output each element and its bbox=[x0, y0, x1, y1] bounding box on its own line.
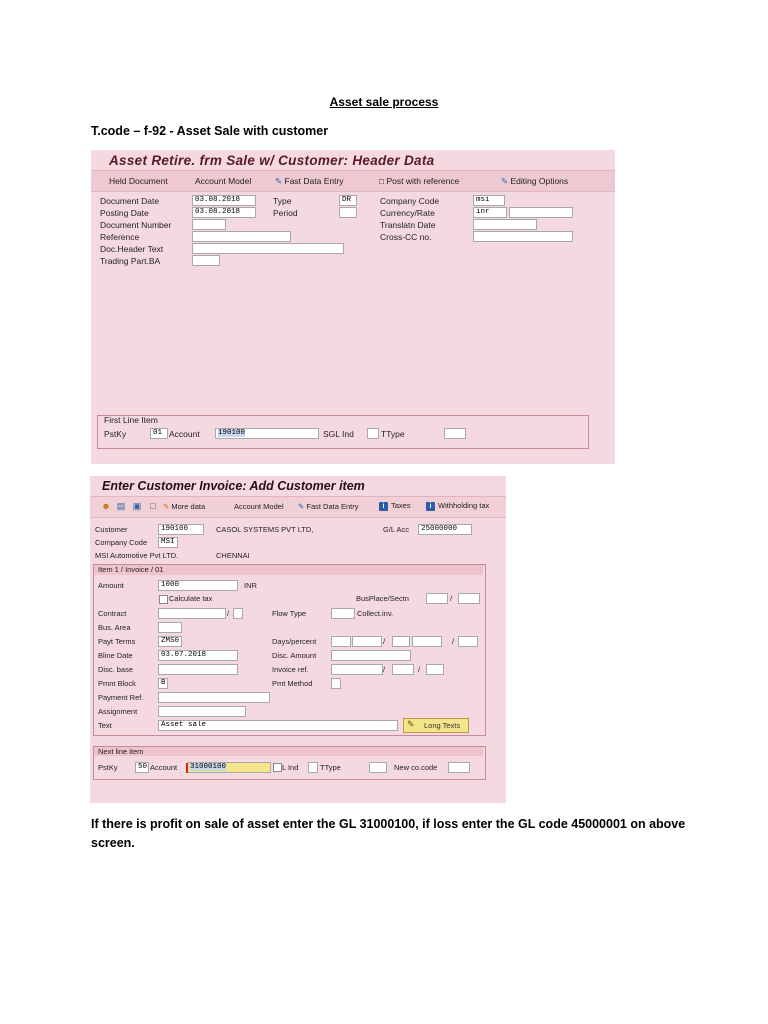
document-date-label: Document Date bbox=[100, 196, 160, 206]
type-field[interactable]: DR bbox=[339, 195, 357, 206]
sgl-ind-field[interactable] bbox=[367, 428, 379, 439]
more-data-label: More data bbox=[171, 502, 206, 511]
amount-label: Amount bbox=[98, 581, 124, 590]
gl-acc-label: G/L Acc bbox=[383, 525, 409, 534]
slash: / bbox=[383, 637, 386, 646]
bus-area-label: Bus. Area bbox=[98, 623, 131, 632]
contract-type-field[interactable] bbox=[233, 608, 243, 619]
fast-data-entry-button[interactable] bbox=[275, 176, 344, 187]
busplace-field[interactable] bbox=[426, 593, 448, 604]
ttype-label: TType bbox=[320, 763, 341, 772]
long-texts-button[interactable] bbox=[403, 718, 469, 733]
rate-field[interactable] bbox=[509, 207, 573, 218]
disc-amount-field[interactable] bbox=[331, 650, 411, 661]
ttype-field[interactable] bbox=[444, 428, 466, 439]
fast-entry-icon: ✎ bbox=[275, 176, 283, 186]
application-toolbar bbox=[91, 170, 615, 192]
invoice-ref-label: Invoice ref. bbox=[272, 665, 309, 674]
ttype-field[interactable] bbox=[369, 762, 387, 773]
long-texts-icon: ✎ bbox=[407, 719, 415, 729]
payment-ref-label: Payment Ref. bbox=[98, 693, 144, 702]
footnote: If there is profit on sale of asset enter the GL 31000100, if loss enter the GL code 45000001 on above screen. bbox=[91, 817, 686, 850]
gl-acc-field[interactable]: 25000000 bbox=[418, 524, 472, 535]
assignment-label: Assignment bbox=[98, 707, 138, 716]
company-code-label: Company Code bbox=[380, 196, 440, 206]
percent2-field[interactable] bbox=[412, 636, 442, 647]
sap-screen-header-data bbox=[91, 150, 615, 464]
post-with-reference-label: Post with reference bbox=[386, 176, 460, 186]
withholding-tax-button[interactable] bbox=[426, 501, 489, 511]
slash: / bbox=[418, 665, 421, 674]
days1-field[interactable] bbox=[331, 636, 351, 647]
taxes-button[interactable] bbox=[379, 501, 411, 511]
sgl-ind-field[interactable] bbox=[308, 762, 318, 773]
more-data-button[interactable] bbox=[163, 502, 205, 511]
currency-rate-label: Currency/Rate bbox=[380, 208, 435, 218]
customer-label: Customer bbox=[95, 525, 128, 534]
payt-terms-label: Payt Terms bbox=[98, 637, 136, 646]
fast-data-entry-button[interactable] bbox=[298, 502, 359, 511]
account-value: 31000100 bbox=[190, 763, 227, 771]
ttype-label: TType bbox=[381, 429, 405, 439]
reference-label: Reference bbox=[100, 232, 140, 242]
translatn-date-field[interactable] bbox=[473, 219, 537, 230]
account-model-button[interactable]: Account Model bbox=[195, 176, 252, 186]
pstky-field[interactable]: 01 bbox=[150, 428, 168, 439]
next-line-item-label: Next line item bbox=[98, 747, 144, 756]
item-group-label: Item 1 / Invoice / 01 bbox=[98, 565, 164, 574]
document-number-label: Document Number bbox=[100, 220, 172, 230]
percent1-field[interactable] bbox=[352, 636, 382, 647]
next-line-item-header bbox=[94, 747, 483, 756]
page-icon[interactable]: □ bbox=[150, 501, 156, 511]
fast-data-entry-label: Fast Data Entry bbox=[306, 502, 359, 511]
period-label: Period bbox=[273, 208, 298, 218]
account-label: Account bbox=[150, 763, 178, 772]
text-field[interactable]: Asset sale bbox=[158, 720, 398, 731]
invoice-year-field[interactable] bbox=[392, 664, 414, 675]
first-line-item-label: First Line Item bbox=[104, 415, 158, 425]
disc-amount-label: Disc. Amount bbox=[272, 651, 317, 660]
slash: / bbox=[452, 637, 455, 646]
sgl-ind-label: L Ind bbox=[282, 763, 299, 772]
account-field[interactable] bbox=[215, 428, 319, 439]
type-label: Type bbox=[273, 196, 292, 206]
withholding-tax-label: Withholding tax bbox=[438, 501, 490, 510]
fast-data-entry-label: Fast Data Entry bbox=[284, 176, 344, 186]
error-marker bbox=[186, 763, 188, 773]
post-with-reference-button[interactable] bbox=[379, 176, 459, 186]
bline-date-label: Bline Date bbox=[98, 651, 133, 660]
bus-area-field[interactable] bbox=[158, 622, 182, 633]
pencil-icon: ✎ bbox=[501, 176, 509, 186]
collect-inv-label: Collect.inv. bbox=[357, 609, 394, 618]
editing-options-label: Editing Options bbox=[510, 176, 569, 186]
document-icon[interactable]: ▤ bbox=[116, 501, 126, 511]
currency-label: INR bbox=[244, 581, 257, 590]
currency-field[interactable]: inr bbox=[473, 207, 507, 218]
taxes-label: Taxes bbox=[391, 501, 411, 510]
flow-type-label: Flow Type bbox=[272, 609, 307, 618]
pmnt-block-field[interactable]: B bbox=[158, 678, 168, 689]
payt-terms-field[interactable]: ZMS0 bbox=[158, 636, 182, 647]
fast-entry-icon: ✎ bbox=[298, 502, 305, 511]
copy-icon[interactable]: ▣ bbox=[132, 501, 142, 511]
customer-name: CASOL SYSTEMS PVT LTD, bbox=[216, 525, 314, 534]
document-date-field[interactable]: 03.08.2018 bbox=[192, 195, 256, 206]
contract-label: Contract bbox=[98, 609, 127, 618]
busplace-label: BusPlace/Sectn bbox=[356, 594, 409, 603]
company-code-field[interactable]: msi bbox=[473, 195, 505, 206]
screen-title: Asset Retire. frm Sale w/ Customer: Header Data bbox=[109, 153, 435, 168]
calculate-tax-checkbox[interactable] bbox=[159, 595, 168, 604]
account-field[interactable] bbox=[187, 762, 271, 773]
sgl-ind-label: SGL Ind bbox=[323, 429, 354, 439]
sectn-field[interactable] bbox=[458, 593, 480, 604]
pstky-label: PstKy bbox=[98, 763, 118, 772]
disc-base-label: Disc. base bbox=[98, 665, 134, 674]
company-name: MSI Automotive Pvt LTD. bbox=[95, 551, 179, 560]
more-data-icon: ✎ bbox=[163, 502, 170, 511]
page-subtitle: T.code – f-92 - Asset Sale with customer bbox=[91, 124, 329, 138]
invoice-item-field[interactable] bbox=[426, 664, 444, 675]
customer-field[interactable]: 190100 bbox=[158, 524, 204, 535]
sap-screen-customer-item bbox=[90, 476, 506, 803]
long-texts-label: Long Texts bbox=[424, 721, 461, 730]
assignment-field[interactable] bbox=[158, 706, 246, 717]
cross-cc-field[interactable] bbox=[473, 231, 573, 242]
payment-ref-field[interactable] bbox=[158, 692, 270, 703]
account-value: 190100 bbox=[218, 429, 246, 437]
bline-date-field[interactable]: 03.07.2018 bbox=[158, 650, 238, 661]
pstky-label: PstKy bbox=[104, 429, 127, 439]
cross-cc-label: Cross-CC no. bbox=[380, 232, 432, 242]
invoice-ref-field[interactable] bbox=[331, 664, 386, 675]
days-percent-label: Days/percent bbox=[272, 637, 317, 646]
sgl-ind-box[interactable] bbox=[273, 763, 282, 772]
info-icon: i bbox=[426, 502, 435, 511]
slash: / bbox=[383, 665, 386, 674]
application-toolbar bbox=[90, 496, 506, 518]
pmnt-block-label: Pmnt Block bbox=[98, 679, 136, 688]
screen-title: Enter Customer Invoice: Add Customer item bbox=[102, 479, 365, 493]
trading-part-field[interactable] bbox=[192, 255, 220, 266]
document-icon: □ bbox=[379, 176, 385, 186]
account-model-button[interactable]: Account Model bbox=[234, 502, 284, 511]
period-field[interactable] bbox=[339, 207, 357, 218]
pstky-field[interactable]: 50 bbox=[135, 762, 149, 773]
pmt-method-field[interactable] bbox=[331, 678, 341, 689]
account-label: Account bbox=[169, 429, 200, 439]
posting-date-label: Posting Date bbox=[100, 208, 149, 218]
posting-date-field[interactable]: 03.08.2018 bbox=[192, 207, 256, 218]
city: CHENNAI bbox=[216, 551, 250, 560]
calculate-tax-label: Calculate tax bbox=[169, 594, 213, 603]
disc-base-field[interactable] bbox=[158, 664, 238, 675]
days3-field[interactable] bbox=[458, 636, 478, 647]
amount-field[interactable]: 1000 bbox=[158, 580, 238, 591]
editing-options-button[interactable] bbox=[501, 176, 568, 187]
pmt-method-label: Pmt Method bbox=[272, 679, 313, 688]
company-code-label: Company Code bbox=[95, 538, 148, 547]
days2-field[interactable] bbox=[392, 636, 410, 647]
doc-header-text-label: Doc.Header Text bbox=[100, 244, 164, 254]
flow-type-field[interactable] bbox=[331, 608, 355, 619]
company-code-field[interactable]: MSI bbox=[158, 537, 178, 548]
page-title: Asset sale process bbox=[329, 95, 439, 109]
slash: / bbox=[450, 594, 453, 603]
new-cocode-field[interactable] bbox=[448, 762, 470, 773]
new-cocode-label: New co.code bbox=[394, 763, 438, 772]
trading-part-label: Trading Part.BA bbox=[100, 256, 161, 266]
reference-field[interactable] bbox=[192, 231, 291, 242]
slash: / bbox=[227, 609, 230, 618]
document-number-field[interactable] bbox=[192, 219, 226, 230]
info-icon: i bbox=[379, 502, 388, 511]
text-label: Text bbox=[98, 721, 112, 730]
user-icon[interactable]: ☻ bbox=[101, 501, 111, 511]
translatn-date-label: Translatn Date bbox=[380, 220, 436, 230]
held-document-button[interactable]: Held Document bbox=[109, 176, 168, 186]
contract-field[interactable] bbox=[158, 608, 226, 619]
item-group bbox=[93, 564, 486, 736]
doc-header-text-field[interactable] bbox=[192, 243, 344, 254]
